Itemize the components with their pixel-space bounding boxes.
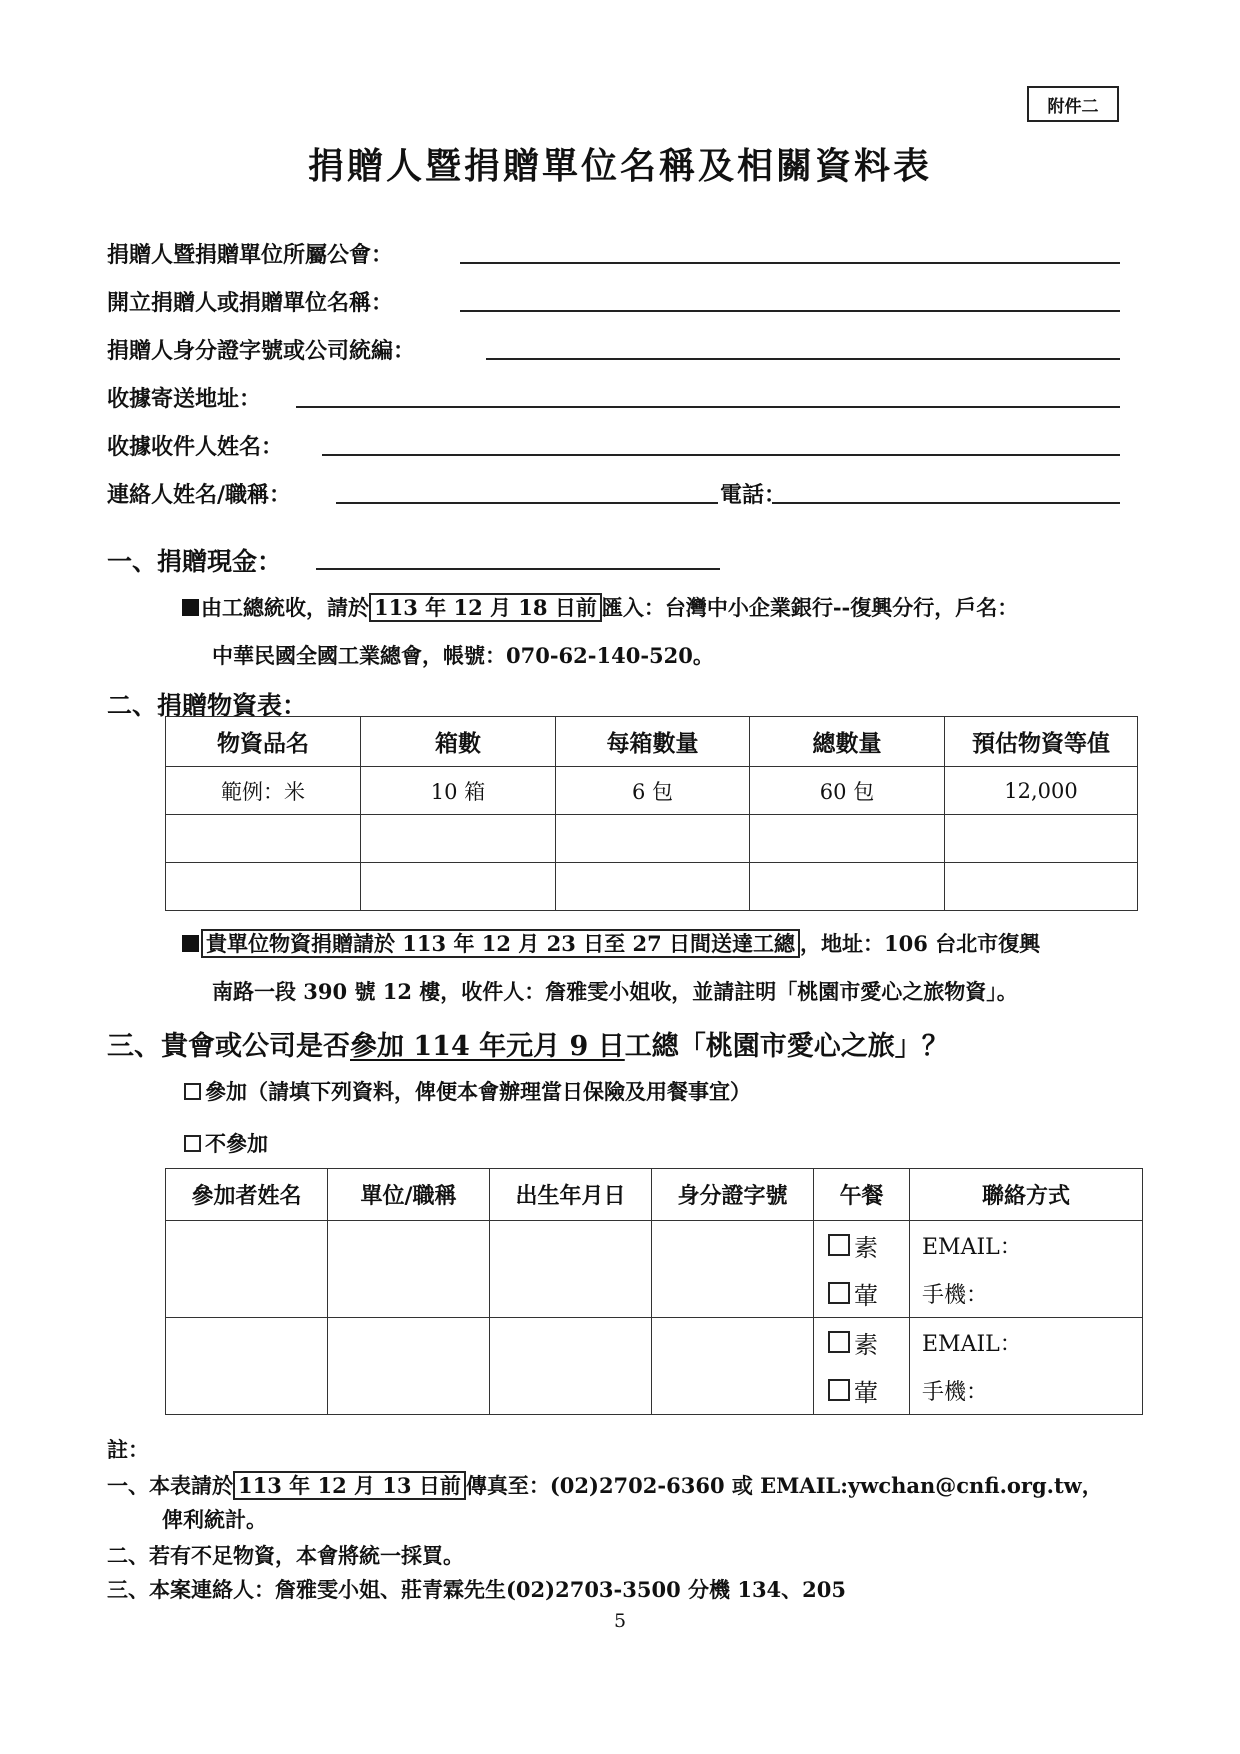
- goods-col-per-box: 每箱數量: [556, 717, 750, 767]
- meat-checkbox[interactable]: [828, 1282, 850, 1304]
- birth-date-cell[interactable]: [490, 1318, 652, 1415]
- table-cell[interactable]: [945, 863, 1138, 911]
- mobile-line[interactable]: 手機：: [922, 1282, 989, 1308]
- participants-header-row: [166, 1169, 1143, 1221]
- attend-option[interactable]: 參加（請填下列資料，俾便本會辦理當日保險及用餐事宜）: [184, 1076, 751, 1106]
- contact-cell[interactable]: [910, 1318, 1143, 1415]
- notes-label: 註：: [107, 1437, 149, 1462]
- section1-line1: 由工總統收，請於 113 年 12 月 18 日前 匯入：台灣中小企業銀行--復興分行，戶名：: [182, 592, 1018, 622]
- col-lunch: 午餐: [814, 1169, 910, 1221]
- goods-col-name: 物資品名: [166, 717, 361, 767]
- table-cell: 範例：米: [166, 767, 361, 815]
- section2-heading: 二、捐贈物資表：: [107, 691, 308, 720]
- id-number-field[interactable]: [486, 358, 1120, 360]
- contact-name-label: 連絡人姓名/職稱：: [107, 482, 292, 508]
- col-unit-title: 單位/職稱: [328, 1169, 490, 1221]
- not-attend-option[interactable]: 不參加: [184, 1128, 268, 1158]
- mobile-line[interactable]: 手機：: [922, 1379, 989, 1405]
- goods-header-row: [166, 717, 1138, 767]
- table-cell: 10 箱: [361, 767, 556, 815]
- table-cell: 6 包: [556, 767, 750, 815]
- lunch-vegetarian-option[interactable]: 素: [814, 1221, 909, 1269]
- section2-note-line2: 南路一段 390 號 12 樓，收件人：詹雅雯小姐收，並請註明「桃園市愛心之旅物資」。: [212, 979, 1018, 1004]
- lunch-meat-option[interactable]: 葷: [814, 1269, 909, 1317]
- goods-col-total: 總數量: [750, 717, 945, 767]
- note-3: 三、本案連絡人：詹雅雯小姐、莊青霖先生(02)2703-3500 分機 134、205: [107, 1577, 846, 1602]
- union-field[interactable]: [460, 262, 1120, 264]
- phone-label: 電話：: [720, 482, 787, 508]
- address-field[interactable]: [296, 406, 1120, 408]
- black-square-icon: [182, 935, 199, 952]
- table-cell: 60 包: [750, 767, 945, 815]
- not-attend-checkbox[interactable]: [184, 1135, 201, 1152]
- table-cell[interactable]: [166, 863, 361, 911]
- receipt-name-field[interactable]: [460, 310, 1120, 312]
- lunch-cell: [814, 1318, 910, 1415]
- cash-amount-field[interactable]: [316, 568, 720, 570]
- id-number-label: 捐贈人身分證字號或公司統編：: [107, 338, 416, 364]
- section1-line2: 中華民國全國工業總會，帳號：070-62-140-520。: [212, 643, 714, 668]
- email-line[interactable]: EMAIL：: [922, 1331, 1022, 1357]
- participant-name-cell[interactable]: [166, 1318, 328, 1415]
- section2-note-line1: 貴單位物資捐贈請於 113 年 12 月 23 日至 27 日間送達工總 ，地址：106 台北市復興: [182, 928, 1040, 958]
- col-id-number: 身分證字號: [652, 1169, 814, 1221]
- contact-cell[interactable]: [910, 1221, 1143, 1318]
- table-cell: 12,000: [945, 767, 1138, 815]
- table-row: [166, 1318, 1143, 1415]
- vegetarian-checkbox[interactable]: [828, 1234, 850, 1256]
- delivery-box: 貴單位物資捐贈請於 113 年 12 月 23 日至 27 日間送達工總: [201, 929, 800, 958]
- vegetarian-checkbox[interactable]: [828, 1331, 850, 1353]
- black-square-icon: [182, 599, 199, 616]
- note-1-line2: 俾利統計。: [162, 1507, 267, 1532]
- unit-title-cell[interactable]: [328, 1318, 490, 1415]
- id-number-cell[interactable]: [652, 1221, 814, 1318]
- table-cell[interactable]: [361, 863, 556, 911]
- recipient-field[interactable]: [322, 454, 1120, 456]
- lunch-vegetarian-option[interactable]: 素: [814, 1318, 909, 1366]
- deadline-box: 113 年 12 月 18 日前: [369, 593, 602, 622]
- table-row: [166, 815, 1138, 863]
- col-birth-date: 出生年月日: [490, 1169, 652, 1221]
- table-row: [166, 1221, 1143, 1318]
- address-label: 收據寄送地址：: [107, 386, 262, 412]
- table-cell[interactable]: [750, 863, 945, 911]
- table-cell[interactable]: [361, 815, 556, 863]
- table-cell[interactable]: [556, 863, 750, 911]
- participant-name-cell[interactable]: [166, 1221, 328, 1318]
- note-2: 二、若有不足物資，本會將統一採買。: [107, 1543, 464, 1568]
- attend-checkbox[interactable]: [184, 1083, 201, 1100]
- union-label: 捐贈人暨捐贈單位所屬公會：: [107, 242, 394, 268]
- unit-title-cell[interactable]: [328, 1221, 490, 1318]
- document-title: 捐贈人暨捐贈單位名稱及相關資料表: [307, 145, 932, 187]
- col-participant-name: 參加者姓名: [166, 1169, 328, 1221]
- lunch-meat-option[interactable]: 葷: [814, 1366, 909, 1414]
- goods-table: [165, 716, 1138, 911]
- section3-heading: 三、貴會或公司是否參加 114 年元月 9 日工總「桃園市愛心之旅」？: [107, 1031, 949, 1062]
- table-cell[interactable]: [750, 815, 945, 863]
- birth-date-cell[interactable]: [490, 1221, 652, 1318]
- id-number-cell[interactable]: [652, 1318, 814, 1415]
- phone-field[interactable]: [772, 502, 1120, 504]
- attachment-tag: 附件二: [1027, 86, 1119, 122]
- email-line[interactable]: EMAIL：: [922, 1234, 1022, 1260]
- fax-deadline-box: 113 年 12 月 13 日前: [233, 1471, 466, 1500]
- participants-table: [165, 1168, 1143, 1415]
- section1-heading: 一、捐贈現金：: [107, 547, 283, 576]
- recipient-label: 收據收件人姓名：: [107, 434, 284, 460]
- goods-col-value: 預估物資等值: [945, 717, 1138, 767]
- page-number: 5: [613, 1610, 627, 1632]
- contact-name-field[interactable]: [336, 502, 718, 504]
- meat-checkbox[interactable]: [828, 1379, 850, 1401]
- table-row: [166, 863, 1138, 911]
- table-row: [166, 767, 1138, 815]
- lunch-cell: [814, 1221, 910, 1318]
- col-contact: 聯絡方式: [910, 1169, 1143, 1221]
- table-cell[interactable]: [945, 815, 1138, 863]
- goods-col-boxes: 箱數: [361, 717, 556, 767]
- receipt-name-label: 開立捐贈人或捐贈單位名稱：: [107, 290, 394, 316]
- note-1: 一、本表請於 113 年 12 月 13 日前 傳真至：(02)2702-6360 或 EMAIL:ywchan@cnfi.org.tw，: [107, 1473, 1103, 1498]
- table-cell[interactable]: [556, 815, 750, 863]
- table-cell[interactable]: [166, 815, 361, 863]
